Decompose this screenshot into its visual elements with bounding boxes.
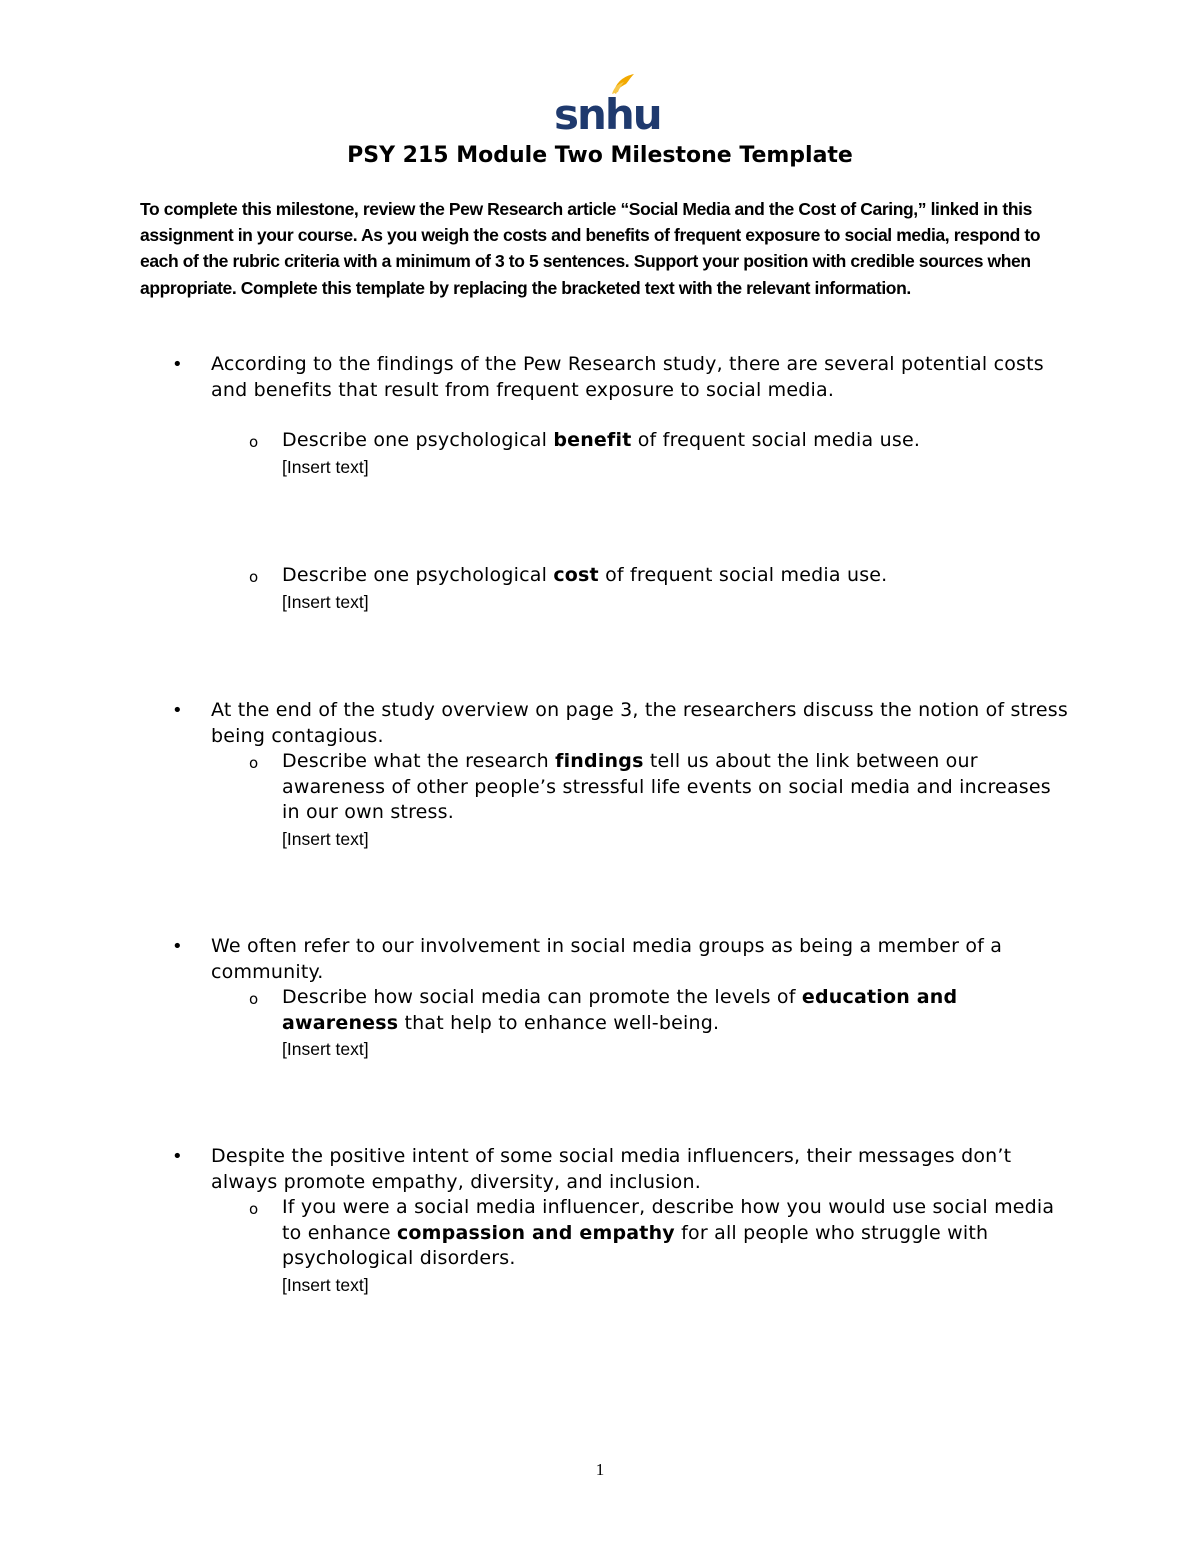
question-text-part: Describe one psychological xyxy=(282,564,554,586)
sub-bullet-icon: o xyxy=(249,433,259,451)
question-text-part: tell us about the link between our awareness of other people’s stressful life events on social media and increases in our own stress. xyxy=(282,750,1051,823)
question-text-part: of frequent social media use. xyxy=(598,564,888,586)
bullet-icon: • xyxy=(172,354,183,375)
question-emphasis: benefit xyxy=(553,429,632,451)
sub-bullet-icon: o xyxy=(249,1200,259,1218)
question-text-part: If you were a social media influencer, describe how you would use social media to enhance xyxy=(282,1196,1055,1244)
insert-text-placeholder[interactable]: [Insert text] xyxy=(282,1274,369,1295)
question-text-part: Describe what the research xyxy=(282,750,556,772)
insert-text-placeholder[interactable]: [Insert text] xyxy=(282,456,369,477)
question-text-part: Describe one psychological xyxy=(282,429,554,451)
question-text xyxy=(282,985,1072,1063)
question-text-part: for all people who struggle with psychological disorders. xyxy=(282,1221,989,1269)
snhu-logo xyxy=(552,72,661,139)
sub-bullet-icon: o xyxy=(249,754,259,772)
section-2-prompt: At the end of the study overview on page 3, the researchers discuss the notion of stress being contagious. xyxy=(211,699,1068,747)
intro-paragraph: To complete this milestone, review the Pew Research article “Social Media and the Cost of Caring,” linked in this assignment in your course. As you weigh the costs and benefits of frequent exposure to social media, respond to each of the rubric criteria with a minimum of 3 to 5 sentences. Support your position with credible sources when appropriate. Complete this template by replacing the bracketed text with the relevant information. xyxy=(140,199,1041,298)
bullet-icon: • xyxy=(172,700,183,721)
page-title: PSY 215 Module Two Milestone Template xyxy=(347,143,853,168)
sub-bullet-icon: o xyxy=(249,568,259,586)
sub-bullet-icon: o xyxy=(249,990,259,1008)
question-emphasis: cost xyxy=(553,564,599,586)
question-emphasis: findings xyxy=(555,750,644,772)
question-text xyxy=(282,749,1072,853)
question-text xyxy=(282,563,1072,616)
bullet-icon: • xyxy=(172,936,183,957)
question-emphasis: compassion and empathy xyxy=(396,1221,675,1244)
snhu-logo-graphic xyxy=(552,72,661,139)
section-1-prompt: According to the findings of the Pew Research study, there are several potential costs and benefits that result from frequent exposure to social media. xyxy=(211,353,1044,401)
bullet-icon: • xyxy=(172,1146,183,1167)
question-emphasis: education and awareness xyxy=(282,986,958,1034)
question-text-part: of frequent social media use. xyxy=(631,429,921,451)
insert-text-placeholder[interactable]: [Insert text] xyxy=(282,591,369,612)
page-number: 1 xyxy=(595,1460,605,1479)
question-text xyxy=(282,1195,1072,1299)
insert-text-placeholder[interactable]: [Insert text] xyxy=(282,1039,369,1059)
section-3-prompt: We often refer to our involvement in social media groups as being a member of a community. xyxy=(211,935,1003,983)
question-text xyxy=(282,428,1072,481)
logo-wordmark: snhu xyxy=(554,90,661,139)
question-text-part: that help to enhance well-being. xyxy=(398,1011,720,1034)
insert-text-placeholder[interactable]: [Insert text] xyxy=(282,828,369,849)
section-4-prompt: Despite the positive intent of some social media influencers, their messages don’t always promote empathy, diversity, and inclusion. xyxy=(211,1145,1012,1193)
question-text-part: Describe how social media can promote the levels of xyxy=(282,986,802,1008)
